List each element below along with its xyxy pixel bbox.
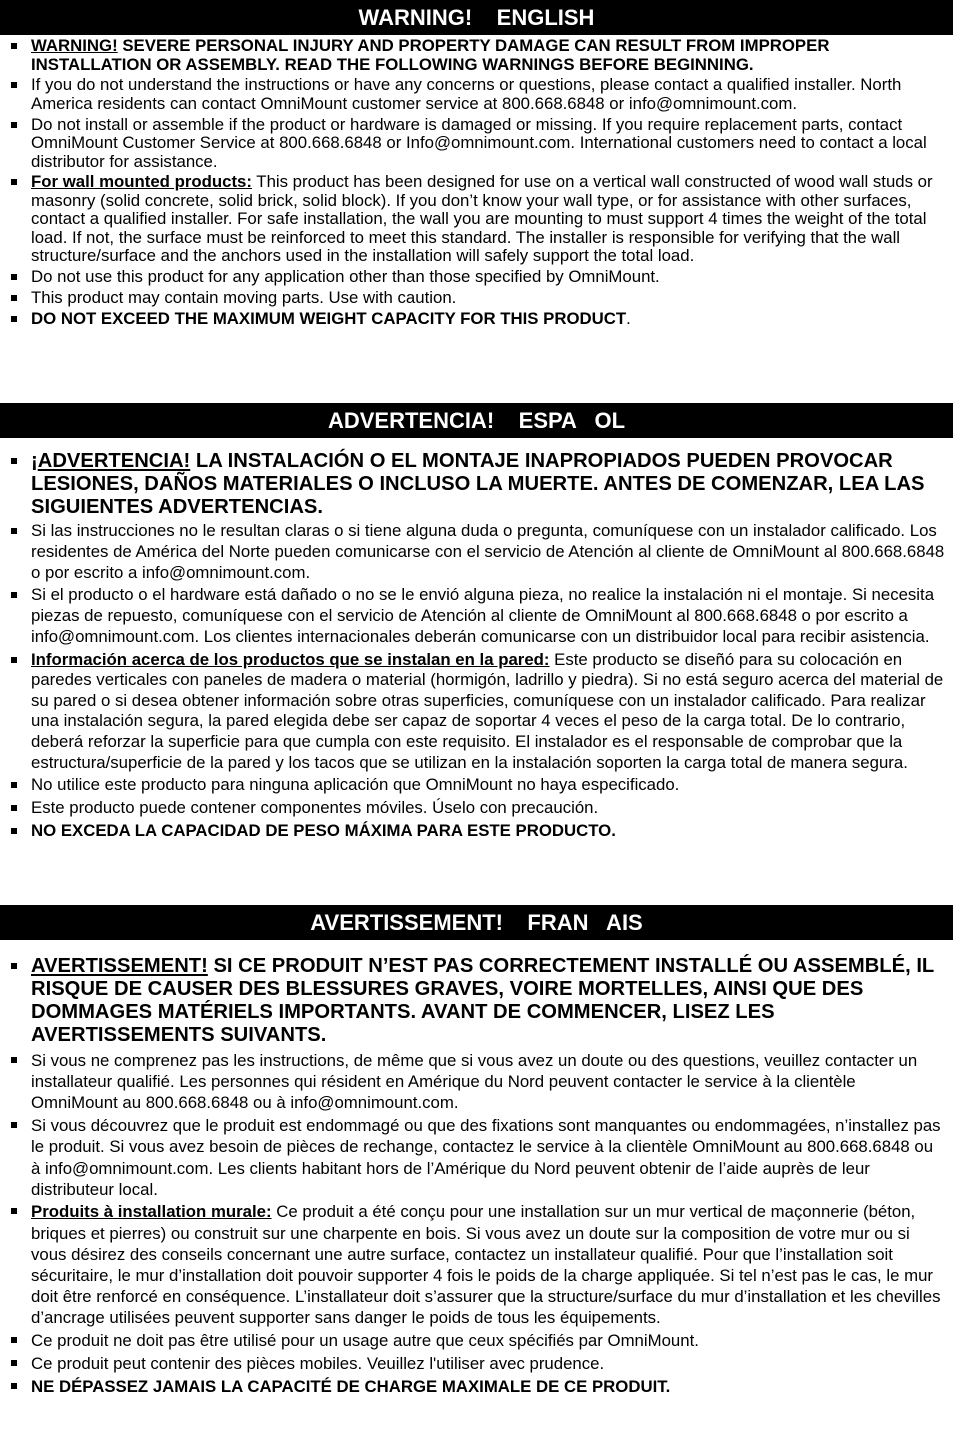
- french-wall-label: Produits à installation murale:: [31, 1202, 272, 1222]
- french-item-damaged: Si vous découvrez que le produit est endommagé ou que des fixations sont manquantes ou endommagées, n’installez pas le produit. Si vous avez besoin de pièces de rechange, contactez le service à la clientèle OmniMount au 800.668.6848 ou à info@omnimount.com. Les clients habitant hors de l’Amérique du Nord peuvent obtenir de l’aide auprès de leur distributeur local.: [0, 1115, 954, 1200]
- french-item-capacity: NE DÉPASSEZ JAMAIS LA CAPACITÉ DE CHARGE MAXIMALE DE CE PRODUIT.: [0, 1376, 954, 1397]
- spanish-wall-text: Este producto se diseñó para su colocación en paredes verticales con paneles de madera o material (hormigón, ladrillo y piedra). Si no está seguro acerca del material de su pared o si desea obtener información sobre otras superficies, comuníquese con un instalador calificado. Para realizar una instalación segura, la pared elegida debe ser capaz de soportar 4 veces el peso de la carga total. De lo contrario, deberá reforzar la superficie para que cumpla con este requisito. El instalador es el responsable de comprobar que la estructura/superficie de la pared y los tacos que se utilizan en la instalación soporten la carga total de manera segura.: [31, 649, 944, 772]
- french-main-warning: [0, 955, 954, 1047]
- english-warning-label: WARNING!: [31, 36, 118, 55]
- french-section-header: AVERTISSEMENT! FRAN AIS: [0, 905, 953, 940]
- french-warning-text: SI CE PRODUIT N’EST PAS CORRECTEMENT INSTALLÉ OU ASSEMBLÉ, IL RISQUE DE CAUSER DES BLESSURES GRAVES, VOIRE MORTELLES, AINSI QUE DES DOMMAGES MATÉRIELS IMPORTANTS. AVANT DE COMMENCER, LISEZ LES AVERTISSEMENTS SUIVANTS.: [31, 955, 934, 1046]
- english-item-application: Do not use this product for any application other than those specified by OmniMount.: [0, 268, 954, 287]
- english-main-warning: [0, 37, 954, 74]
- english-item-wall: [0, 173, 954, 266]
- spanish-warning-label: ADVERTENCIA!: [37, 450, 191, 472]
- spanish-item-application: No utilice este producto para ninguna aplicación que OmniMount no haya especificado.: [0, 775, 954, 796]
- french-warning-list: [0, 955, 954, 1398]
- spanish-item-moving: Este producto puede contener componentes móviles. Úselo con precaución.: [0, 798, 954, 819]
- english-capacity-period: .: [626, 308, 631, 328]
- spanish-item-questions: Si las instrucciones no le resultan claras o si tiene alguna duda o pregunta, comuníquese con un instalador calificado. Los residentes de América del Norte pueden comunicarse con el servicio de Atención al cliente de OmniMount al 800.668.6848 o por escrito a info@omnimount.com.: [0, 521, 954, 583]
- english-wall-text: This product has been designed for use on a vertical wall constructed of wood wall studs or masonry (solid concrete, solid brick, solid block). If you don’t know your wall type, or for assistance with other surfaces, contact a qualified installer. For safe installation, the wall you are mounting to must support 4 times the weight of the total load. If not, the surface must be reinforced to meet this standard. The installer is responsible for verifying that the wall structure/surface and the anchors used in the installation will safely support the total load.: [31, 172, 933, 266]
- french-wall-text: Ce produit a été conçu pour une installation sur un mur vertical de maçonnerie (béton, briques et pierres) ou construit sur une charpente en bois. Si vous avez un doute sur la composition de votre mur ou si vous désirez des conseils concernant une autre surface, contactez un installateur qualifié. Pour que l’installation soit sécuritaire, le mur d’installation doit pouvoir supporter 4 fois le poids de la charge appliquée. Si tel n’est pas le cas, le mur doit être renforcé en conséquence. L’installateur doit s’assurer que la structure/surface du mur d’installation et les chevilles d’ancrage utilisées peuvent supporter sans danger le poids de tous les équipements.: [31, 1202, 941, 1328]
- french-item-questions: Si vous ne comprenez pas les instructions, de même que si vous avez un doute ou des questions, veuillez contacter un installateur qualifié. Les personnes qui résident en Amérique du Nord peuvent contacter le service à la clientèle OmniMount au 800.668.6848 ou à info@omnimount.com.: [0, 1050, 954, 1114]
- french-item-moving: Ce produit peut contenir des pièces mobiles. Veuillez l'utiliser avec prudence.: [0, 1353, 954, 1374]
- spanish-warning-prefix: ¡: [31, 450, 38, 472]
- english-item-damaged: Do not install or assemble if the product or hardware is damaged or missing. If you require replacement parts, contact OmniMount Customer Service at 800.668.6848 or Info@omnimount.com. International customers need to contact a local distributor for assistance.: [0, 116, 954, 172]
- spanish-item-wall: [0, 650, 954, 774]
- spanish-warning-list: [0, 450, 954, 844]
- english-item-capacity: [0, 310, 954, 329]
- english-item-moving: This product may contain moving parts. Use with caution.: [0, 289, 954, 308]
- english-wall-label: For wall mounted products:: [31, 172, 252, 192]
- spanish-wall-label: Información acerca de los productos que se instalan en la pared:: [31, 649, 550, 669]
- spanish-section-header: ADVERTENCIA! ESPA OL: [0, 403, 953, 438]
- french-item-application: Ce produit ne doit pas être utilisé pour un usage autre que ceux spécifiés par OmniMount.: [0, 1330, 954, 1351]
- spanish-item-capacity: NO EXCEDA LA CAPACIDAD DE PESO MÁXIMA PARA ESTE PRODUCTO.: [0, 821, 954, 842]
- spanish-warning-text: LA INSTALACIÓN O EL MONTAJE INAPROPIADOS PUEDEN PROVOCAR LESIONES, DAÑOS MATERIALES O INCLUSO LA MUERTE. ANTES DE COMENZAR, LEA LAS SIGUIENTES ADVERTENCIAS.: [31, 450, 925, 518]
- spanish-item-damaged: Si el producto o el hardware está dañado o no se le envió alguna pieza, no realice la instalación ni el montaje. Si necesita piezas de repuesto, comuníquese con el servicio de Atención al cliente de OmniMount al 800.668.6848 o por escrito a info@omnimount.com. Los clientes internacionales deberán comunicarse con un distribuidor local para recibir asistencia.: [0, 585, 954, 647]
- french-warning-label: AVERTISSEMENT!: [31, 955, 208, 977]
- english-item-questions: If you do not understand the instructions or have any concerns or questions, please contact a qualified installer. North America residents can contact OmniMount customer service at 800.668.6848 or info@omnimount.com.: [0, 76, 954, 113]
- english-capacity-text: DO NOT EXCEED THE MAXIMUM WEIGHT CAPACITY FOR THIS PRODUCT: [31, 308, 627, 328]
- french-item-wall: [0, 1201, 954, 1328]
- spanish-main-warning: [0, 450, 954, 518]
- english-section-header: WARNING! ENGLISH: [0, 0, 953, 35]
- english-warning-text: SEVERE PERSONAL INJURY AND PROPERTY DAMAGE CAN RESULT FROM IMPROPER INSTALLATION OR ASSEMBLY. READ THE FOLLOWING WARNINGS BEFORE BEGINNING.: [31, 36, 830, 74]
- english-warning-list: [0, 37, 954, 331]
